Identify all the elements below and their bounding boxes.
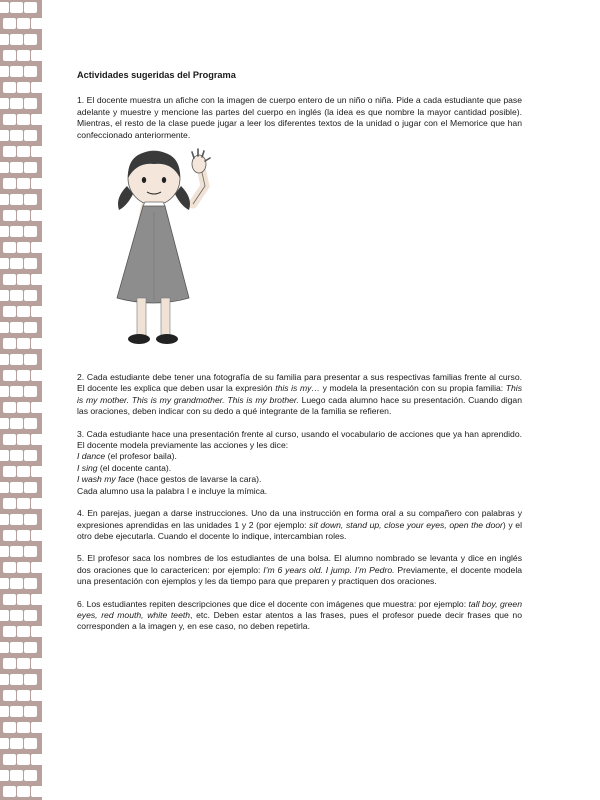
border-tile xyxy=(24,674,37,685)
border-tile xyxy=(0,322,9,333)
activity-4-text-1: 4. En parejas, juegan a darse instrucciones. Uno da una instrucción en forma oral a su compañero con palabras y expresiones aprendidas en las unidades 1 y 2 (por ejemplo: xyxy=(77,508,522,530)
border-tile xyxy=(0,610,9,621)
border-tile xyxy=(3,306,16,317)
border-tile xyxy=(0,290,9,301)
border-tile xyxy=(10,642,23,653)
border-tile xyxy=(3,402,16,413)
border-tile xyxy=(10,770,23,781)
border-tile xyxy=(24,354,37,365)
border-tile xyxy=(31,466,44,477)
border-tile xyxy=(3,178,16,189)
activity-1: 1. El docente muestra un afiche con la imagen de cuerpo entero de un niño o niña. Pide a cada estudiante que pase adelante y muestre y mencione las partes del cuerpo en inglés (la idea es que nombre la mayor cantidad posible). Mientras, el resto de la clase puede jugar a leer los diferentes textos de la unidad o jugar con el Memorice que han confeccionado anteriormente. xyxy=(77,95,522,140)
border-tile xyxy=(3,50,16,61)
border-tile xyxy=(24,322,37,333)
activity-3-example-2: I sing xyxy=(77,462,98,473)
border-tile xyxy=(0,450,9,461)
border-tile xyxy=(3,626,16,637)
border-tile xyxy=(17,210,30,221)
border-tile xyxy=(31,114,44,125)
border-tile xyxy=(10,98,23,109)
border-tile xyxy=(10,578,23,589)
border-tile xyxy=(31,530,44,541)
border-tile xyxy=(17,306,30,317)
border-tile xyxy=(10,482,23,493)
border-tile xyxy=(10,162,23,173)
border-tile xyxy=(24,34,37,45)
border-tile xyxy=(10,354,23,365)
border-tile xyxy=(0,642,9,653)
border-tile xyxy=(17,274,30,285)
border-tile xyxy=(10,130,23,141)
border-tile xyxy=(10,226,23,237)
border-tile xyxy=(10,418,23,429)
activity-3-outro: Cada alumno usa la palabra I e incluye la mímica. xyxy=(77,485,268,496)
border-tile xyxy=(31,338,44,349)
border-tile xyxy=(0,98,9,109)
border-tile xyxy=(24,2,37,13)
border-tile xyxy=(31,690,44,701)
border-tile xyxy=(31,210,44,221)
activity-4-text-2: ) y el otro debe ejecutarla. Cuando el docente lo indique, intercambian roles. xyxy=(77,519,522,541)
border-tile xyxy=(17,82,30,93)
activity-6 xyxy=(77,599,522,633)
activity-4-example: sit down, stand up, close your eyes, open the door xyxy=(309,519,503,530)
border-tile xyxy=(31,306,44,317)
activity-6-example: tall boy, green eyes, red mouth, white teeth xyxy=(77,598,522,620)
border-tile xyxy=(24,194,37,205)
border-tile xyxy=(17,434,30,445)
border-tile xyxy=(3,466,16,477)
border-tile xyxy=(10,66,23,77)
border-tile xyxy=(31,18,44,29)
border-tile xyxy=(3,338,16,349)
border-tile xyxy=(31,146,44,157)
border-tile xyxy=(31,178,44,189)
border-tile xyxy=(3,690,16,701)
border-tile xyxy=(24,578,37,589)
border-tile xyxy=(3,594,16,605)
border-tile xyxy=(17,562,30,573)
border-tile xyxy=(0,706,9,717)
activity-3-example-line-1 xyxy=(77,451,522,462)
activity-2-example-2: This is my mother. This is my grandmother. This is my brother. xyxy=(77,383,522,405)
activity-5-text-1: 5. El profesor saca los nombres de los estudiantes de una bolsa. El alumno nombrado se levanta y dice en inglés dos oraciones que lo caractericen: por ejemplo: xyxy=(77,553,522,575)
border-tile xyxy=(17,530,30,541)
border-tile xyxy=(31,82,44,93)
border-tile xyxy=(0,258,9,269)
activity-6-text-1: 6. Los estudiantes repiten descripciones que dice el docente con imágenes que muestra: por ejemplo: xyxy=(77,598,469,609)
border-tile xyxy=(17,498,30,509)
activity-2-text-3: Luego cada alumno hace su presentación. Cuando digan las oraciones, deben indicar con su dedo a qué integrante de la familia se refieren. xyxy=(77,394,522,417)
border-tile xyxy=(31,370,44,381)
border-tile xyxy=(0,578,9,589)
border-tile xyxy=(0,770,9,781)
border-tile xyxy=(17,50,30,61)
border-tile xyxy=(24,290,37,301)
border-tile xyxy=(10,450,23,461)
border-tile xyxy=(3,242,16,253)
border-tile xyxy=(3,722,16,733)
border-tile xyxy=(3,498,16,509)
activity-3-intro: 3. Cada estudiante hace una presentación frente al curso, usando el vocabulario de acciones que ya han aprendido. El docente modela previamente las acciones y les dice: xyxy=(77,428,522,451)
border-tile xyxy=(0,546,9,557)
activity-2-text-1: 2. Cada estudiante debe tener una fotografía de su familia para presentar a sus respectivas familias frente al curso. El docente les explica que deben usar la expresión xyxy=(77,372,522,394)
border-tile xyxy=(0,354,9,365)
activity-2-text-2: y modela la presentación con su propia familia: xyxy=(320,383,506,394)
border-tile xyxy=(24,130,37,141)
border-tile xyxy=(17,658,30,669)
border-tile xyxy=(24,386,37,397)
border-tile xyxy=(17,370,30,381)
border-tile xyxy=(31,754,44,765)
document-body xyxy=(77,70,522,644)
border-tile xyxy=(3,786,16,797)
activity-3-example-line-2 xyxy=(77,463,522,474)
border-tile xyxy=(10,258,23,269)
border-tile xyxy=(0,514,9,525)
border-tile xyxy=(10,514,23,525)
activity-3-example-line-3 xyxy=(77,474,522,485)
border-tile xyxy=(0,130,9,141)
border-tile xyxy=(0,226,9,237)
border-tile xyxy=(0,482,9,493)
activity-3-note-3: (hace gestos de lavarse la cara). xyxy=(134,474,262,485)
border-tile xyxy=(3,18,16,29)
activity-3-note-1: (el profesor baila). xyxy=(105,451,177,462)
border-tile xyxy=(3,754,16,765)
activity-3 xyxy=(77,429,522,497)
activity-2-example-1: this is my… xyxy=(275,383,320,394)
border-tile xyxy=(0,418,9,429)
border-tile xyxy=(24,162,37,173)
border-tile xyxy=(17,114,30,125)
border-tile xyxy=(10,386,23,397)
border-tile xyxy=(24,514,37,525)
border-tile xyxy=(10,706,23,717)
border-tile xyxy=(31,786,44,797)
border-tile xyxy=(10,738,23,749)
activity-5-example: I’m 6 years old. I jump. I’m Pedro. xyxy=(263,564,395,575)
border-tile xyxy=(24,610,37,621)
border-tile xyxy=(10,322,23,333)
border-tile xyxy=(10,674,23,685)
border-tile xyxy=(17,690,30,701)
activity-3-example-3: I wash my face xyxy=(77,474,135,485)
activity-4 xyxy=(77,508,522,542)
border-tile xyxy=(3,434,16,445)
border-tile xyxy=(31,722,44,733)
border-tile xyxy=(10,610,23,621)
border-tile xyxy=(17,338,30,349)
border-tile xyxy=(31,402,44,413)
border-tile xyxy=(17,402,30,413)
girl-waving-illustration xyxy=(97,148,257,358)
border-tile xyxy=(3,274,16,285)
border-tile xyxy=(31,594,44,605)
border-tile xyxy=(31,50,44,61)
border-tile xyxy=(0,2,9,13)
border-tile xyxy=(24,226,37,237)
border-tile xyxy=(0,738,9,749)
border-tile xyxy=(3,530,16,541)
border-tile xyxy=(31,626,44,637)
border-tile xyxy=(17,178,30,189)
border-tile xyxy=(31,434,44,445)
border-tile xyxy=(24,642,37,653)
border-tile xyxy=(31,498,44,509)
border-tile xyxy=(24,258,37,269)
border-tile xyxy=(17,594,30,605)
border-tile xyxy=(24,66,37,77)
activity-5-text-2: Previamente, el docente modela una presentación con ejemplos y les da tiempo para que preparen y practiquen dos oraciones. xyxy=(77,564,523,587)
border-tile xyxy=(10,546,23,557)
border-tile xyxy=(17,786,30,797)
border-tile xyxy=(0,386,9,397)
border-tile xyxy=(3,210,16,221)
border-tile xyxy=(24,546,37,557)
border-tile xyxy=(17,18,30,29)
border-tile xyxy=(3,658,16,669)
border-tile xyxy=(17,754,30,765)
border-tile xyxy=(31,242,44,253)
border-tile xyxy=(10,2,23,13)
border-tile xyxy=(24,418,37,429)
border-tile xyxy=(24,738,37,749)
border-tile xyxy=(10,194,23,205)
border-tile xyxy=(24,482,37,493)
border-tile xyxy=(3,114,16,125)
decorative-side-border xyxy=(0,0,42,800)
border-tile xyxy=(17,242,30,253)
border-tile xyxy=(3,370,16,381)
activity-3-note-2: (el docente canta). xyxy=(97,462,172,473)
border-tile xyxy=(0,34,9,45)
border-tile xyxy=(17,466,30,477)
border-tile xyxy=(0,674,9,685)
border-tile xyxy=(24,450,37,461)
activity-2 xyxy=(77,372,522,418)
border-tile xyxy=(17,146,30,157)
border-tile xyxy=(17,626,30,637)
activity-3-example-1: I dance xyxy=(77,451,106,462)
activity-6-text-2: , etc. Deben estar atentos a las frases, pues el profesor puede decir frases que no corresponden a la imagen y, en ese caso, no deben repetirla. xyxy=(77,609,522,632)
activity-5 xyxy=(77,553,522,587)
border-tile xyxy=(3,562,16,573)
border-tile xyxy=(10,290,23,301)
border-tile xyxy=(0,162,9,173)
border-tile xyxy=(3,146,16,157)
border-tile xyxy=(10,34,23,45)
border-tile xyxy=(17,722,30,733)
border-tile xyxy=(24,706,37,717)
border-tile xyxy=(0,194,9,205)
border-tile xyxy=(24,98,37,109)
page-title: Actividades sugeridas del Programa xyxy=(77,70,236,80)
border-tile xyxy=(3,82,16,93)
border-tile xyxy=(0,66,9,77)
border-tile xyxy=(31,274,44,285)
border-tile xyxy=(31,562,44,573)
border-tile xyxy=(31,658,44,669)
border-tile xyxy=(24,770,37,781)
